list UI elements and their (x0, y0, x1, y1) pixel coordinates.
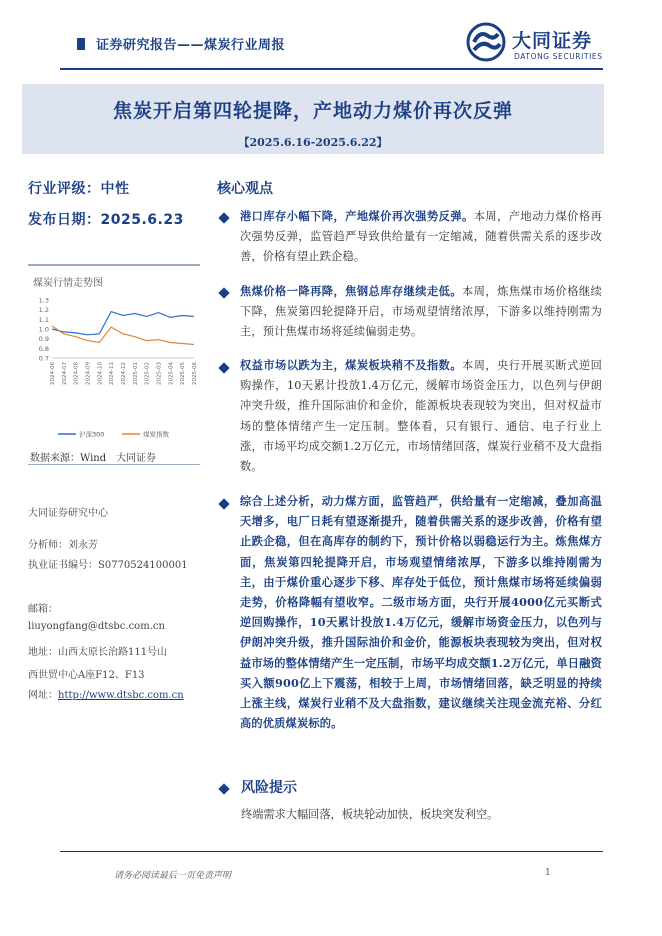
x-tick-label: 2025-02 (144, 362, 151, 385)
x-tick-label: 2025-03 (156, 362, 163, 385)
legend-label: 煤炭指数 (143, 430, 169, 439)
logo-english-name: DATONG SECURITIES (514, 52, 603, 61)
x-tick-label: 2024-12 (121, 362, 127, 385)
report-date-range: 【2025.6.16-2025.6.22】 (238, 136, 388, 149)
x-tick-label: 2024-06 (50, 362, 56, 385)
analyst-name: 分析师：刘永芳 (28, 540, 98, 551)
x-tick-label: 2025-05 (180, 362, 187, 385)
bullet-diamond-icon (218, 498, 229, 509)
core-point-2-lead: 焦煤价格一降再降，焦钢总库存继续走低。 (240, 284, 463, 298)
bullet-diamond-icon (218, 287, 229, 298)
core-view-heading: 核心观点 (217, 181, 273, 197)
x-tick-label: 2024-10 (97, 362, 104, 385)
x-tick-label: 2024-07 (61, 362, 68, 385)
y-tick-label: 0.9 (38, 335, 49, 344)
industry-rating: 行业评级：中性 (28, 181, 130, 197)
core-point-1-lead: 港口库存小幅下降，产地煤价再次强势反弹。 (240, 209, 474, 223)
datong-logo-icon (466, 22, 506, 62)
legend-label: 沪深300 (79, 430, 105, 439)
email-address[interactable]: liuyongfang@dtsbc.com.cn (28, 621, 165, 632)
market-trend-chart (28, 264, 200, 466)
x-tick-label: 2024-11 (109, 362, 116, 385)
core-point-1 (240, 206, 602, 268)
report-type: 证券研究报告——煤炭行业周报 (96, 38, 286, 53)
risk-heading: 风险提示 (241, 780, 297, 796)
core-point-1-body: 本周，产地动力煤价格再次强势反弹，监管趋严导致供给量有一定缩减，随着供需关系的逐步改善，价格有望止跌企稳。 (240, 210, 602, 264)
chart-bottom-divider (28, 464, 200, 465)
address-line-1: 地址：山西太原长治路111号山 (28, 647, 168, 658)
page-number: 1 (545, 868, 551, 878)
core-point-2 (240, 281, 602, 343)
y-tick-label: 0.7 (38, 354, 49, 363)
core-point-3-lead: 权益市场以跌为主，煤炭板块稍不及指数。 (240, 358, 463, 372)
report-title: 焦炭开启第四轮提降，产地动力煤价再次反弹 (112, 100, 513, 122)
email-label: 邮箱： (28, 604, 58, 615)
series-line-煤炭指数 (52, 326, 194, 344)
x-tick-label: 2025-01 (132, 362, 139, 385)
research-institute: 大同证券研究中心 (28, 508, 108, 519)
y-tick-label: 1.2 (38, 306, 49, 315)
x-tick-label: 2024-09 (85, 362, 92, 385)
publish-date: 发布日期：2025.6.23 (28, 212, 184, 228)
chart-plot (28, 294, 200, 444)
header-divider (60, 68, 603, 70)
x-tick-label: 2025-04 (168, 362, 175, 385)
address-line-2: 西世贸中心A座F12、F13 (28, 670, 145, 681)
bullet-diamond-icon (218, 362, 229, 373)
website-link[interactable]: http://www.dtsbc.com.cn (58, 690, 184, 701)
x-tick-label: 2025-06 (192, 362, 198, 385)
bullet-diamond-icon (218, 783, 229, 794)
disclaimer-note: 请务必阅读最后一页免责声明 (114, 871, 232, 881)
website-row (28, 686, 184, 701)
y-tick-label: 1.3 (38, 296, 49, 305)
chart-source: 数据来源：Wind 大同证券 (30, 453, 157, 464)
bullet-diamond-icon (218, 212, 229, 223)
core-point-3 (240, 355, 602, 477)
y-tick-label: 0.8 (38, 344, 49, 353)
y-tick-label: 1.1 (38, 315, 49, 324)
risk-text: 终端需求大幅回落，板块轮动加快，板块突发利空。 (241, 808, 499, 821)
summary-paragraph: 综合上述分析，动力煤方面，监管趋严，供给量有一定缩减，叠加高温天增多，电厂日耗有望逐渐提升，随着供需关系的逐步改善，价格有望止跌企稳，但在高库存的制约下，预计价格以弱稳运行为主。炼焦煤方面，焦炭第四轮提降开启，市场观望情绪浓厚，下游多以维持刚需为主，由于煤价重心逐步下移、库存处于低位，预计焦煤市场将延续偏弱走势，价格降幅有望收窄。二级市场方面，央行开展4000亿元买断式逆回购操作，10天累计投放1.4万亿元，缓解市场资金压力，以色列与伊朗冲突升级，推升国际油价和金价，能源板块表现较为突出，但对权益市场的整体情绪产生一定压制，市场平均成交额1.2万亿元，单日融资买入额900亿上下震荡，相较于上周，市场情绪回落，缺乏明显的持续上涨主线，煤炭行业稍不及大盘指数，建议继续关注现金流充裕、分红高的优质煤炭标的。 (240, 494, 602, 731)
footer-divider (60, 851, 603, 852)
chart-title: 煤炭行情走势图 (33, 278, 103, 289)
header-bullet (77, 38, 85, 50)
core-point-2-body: 本周，炼焦煤市场价格继续下降，焦炭第四轮提降开启，市场观望情绪浓厚，下游多以维持刚需为主，预计焦煤市场将延续偏弱走势。 (240, 285, 602, 339)
website-label: 网址： (28, 690, 58, 701)
certificate-number: 执业证书编号：S0770524100001 (28, 560, 188, 571)
y-tick-label: 1.0 (38, 325, 49, 334)
core-point-3-body: 本周，央行开展买断式逆回购操作，10天累计投放1.4万亿元，缓解市场资金压力，以色列与伊朗冲突升级，推升国际油价和金价，能源板块表现较为突出，但对权益市场的整体情绪产生一定压制。整体看，只有银行、通信、电子行业上涨，市场平均成交额1.2万亿元，市场情绪回落，煤炭行业稍不及大盘指数。 (240, 359, 602, 474)
series-line-沪深300 (52, 312, 194, 335)
title-band (22, 84, 604, 154)
x-tick-label: 2024-08 (73, 362, 80, 385)
logo-chinese-name: 大同证券 (512, 30, 593, 52)
